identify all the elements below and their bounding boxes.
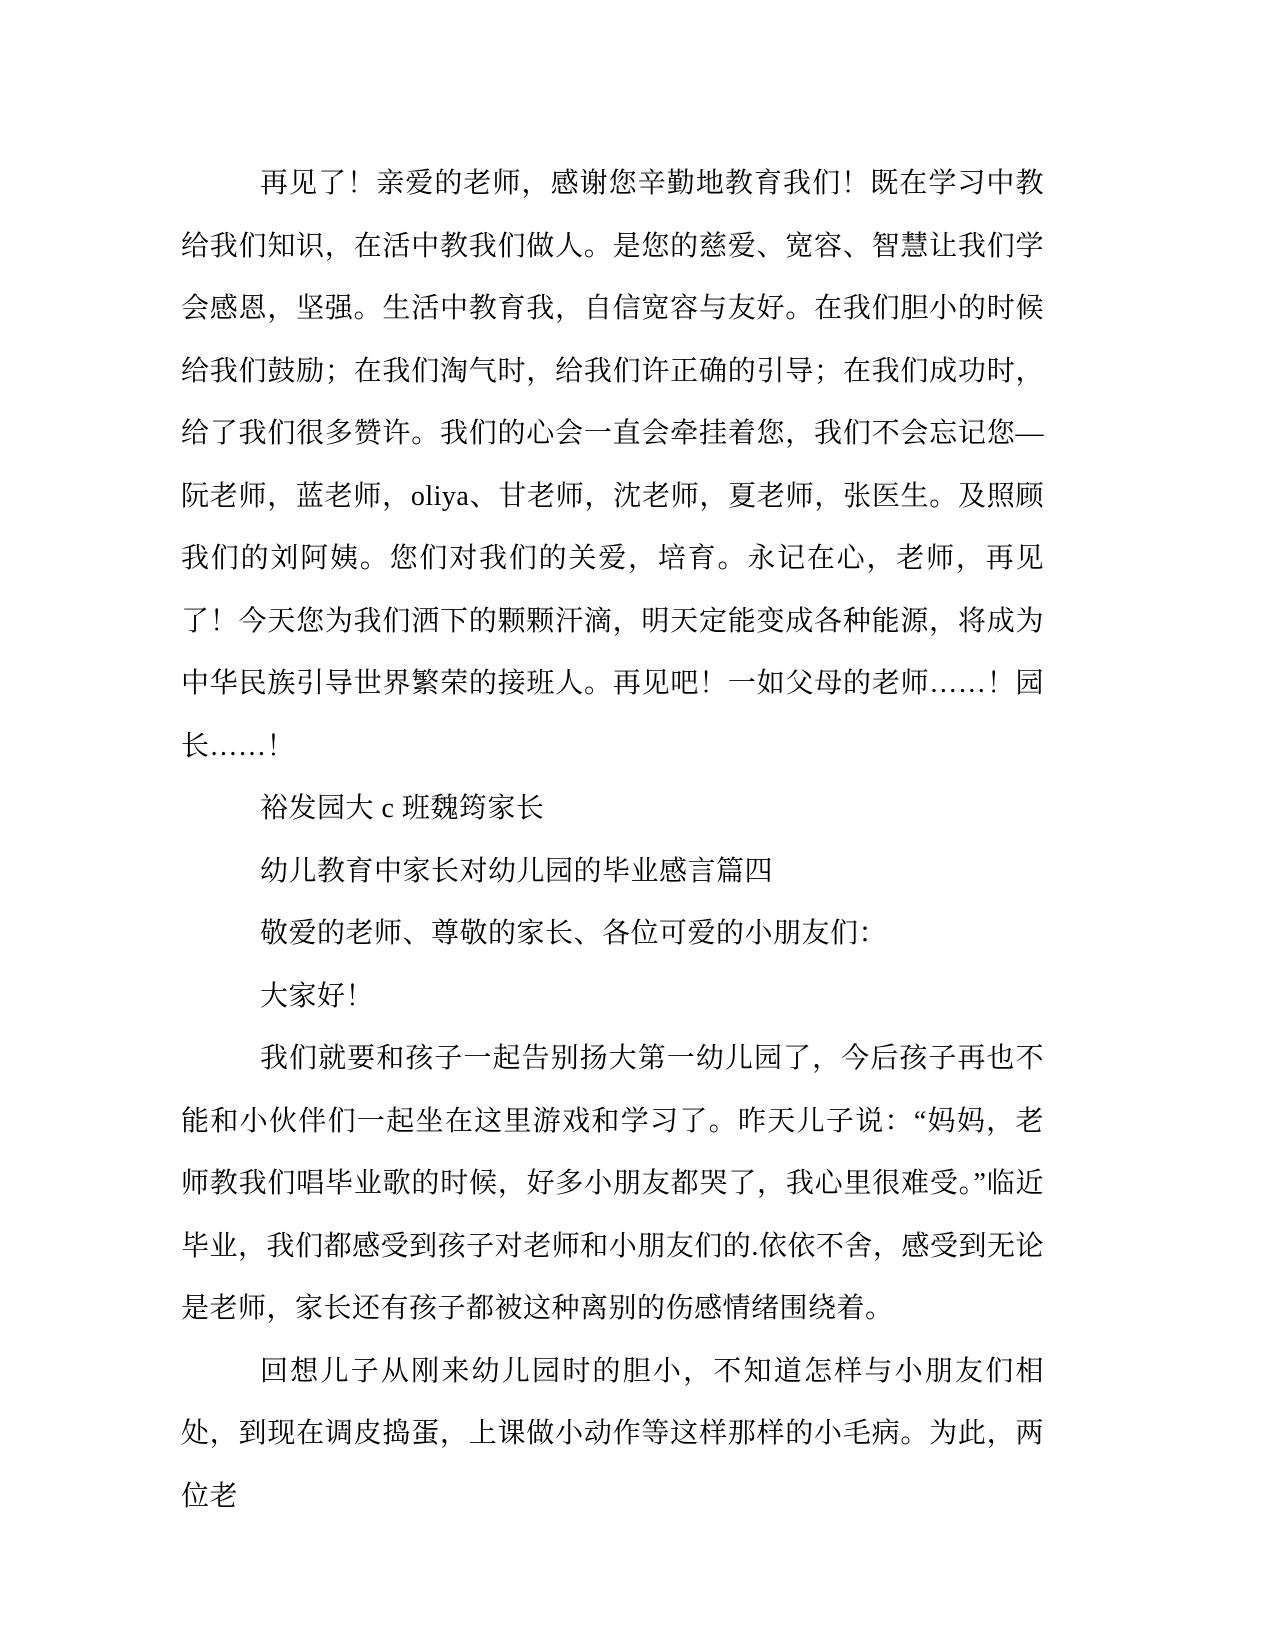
paragraph: 我们就要和孩子一起告别扬大第一幼儿园了，今后孩子再也不能和小伙伴们一起坐在这里游戏和学习了。昨天儿子说：“妈妈，老师教我们唱毕业歌的时候，好多小朋友都哭了，我心里很难受。”临近毕业，我们都感受到孩子对老师和小朋友们的.依依不舍，感受到无论是老师，家长还有孩子都被这种离别的伤感情绪围绕着。 <box>181 1043 1044 1324</box>
paragraph: 大家好！ <box>260 980 375 1012</box>
paragraph: 再见了！亲爱的老师，感谢您辛勤地教育我们！既在学习中教给我们知识，在活中教我们做人。是您的慈爱、宽容、智慧让我们学会感恩，坚强。生活中教育我，自信宽容与友好。在我们胆小的时候给我们鼓励；在我们淘气时，给我们许正确的引导；在我们成功时，给了我们很多赞许。我们的心会一直会牵挂着您，我们不会忘记您—阮老师，蓝老师，oliya、甘老师，沈老师，夏老师，张医生。及照顾我们的刘阿姨。您们对我们的关爱，培育。永记在心，老师，再见了！今天您为我们洒下的颗颗汗滴，明天定能变成各种能源，将成为中华民族引导世界繁荣的接班人。再见吧！一如父母的老师……！园长……！ <box>181 168 1044 762</box>
paragraph: 回想儿子从刚来幼儿园时的胆小，不知道怎样与小朋友们相处，到现在调皮捣蛋，上课做小动作等这样那样的小毛病。为此，两位老 <box>181 1355 1044 1512</box>
document-text-area <box>181 153 1044 1528</box>
paragraph: 裕发园大 c 班魏筠家长 <box>260 793 545 824</box>
paragraph: 敬爱的老师、尊敬的家长、各位可爱的小朋友们： <box>260 918 888 949</box>
paragraph: 幼儿教育中家长对幼儿园的毕业感言篇四 <box>260 855 774 887</box>
